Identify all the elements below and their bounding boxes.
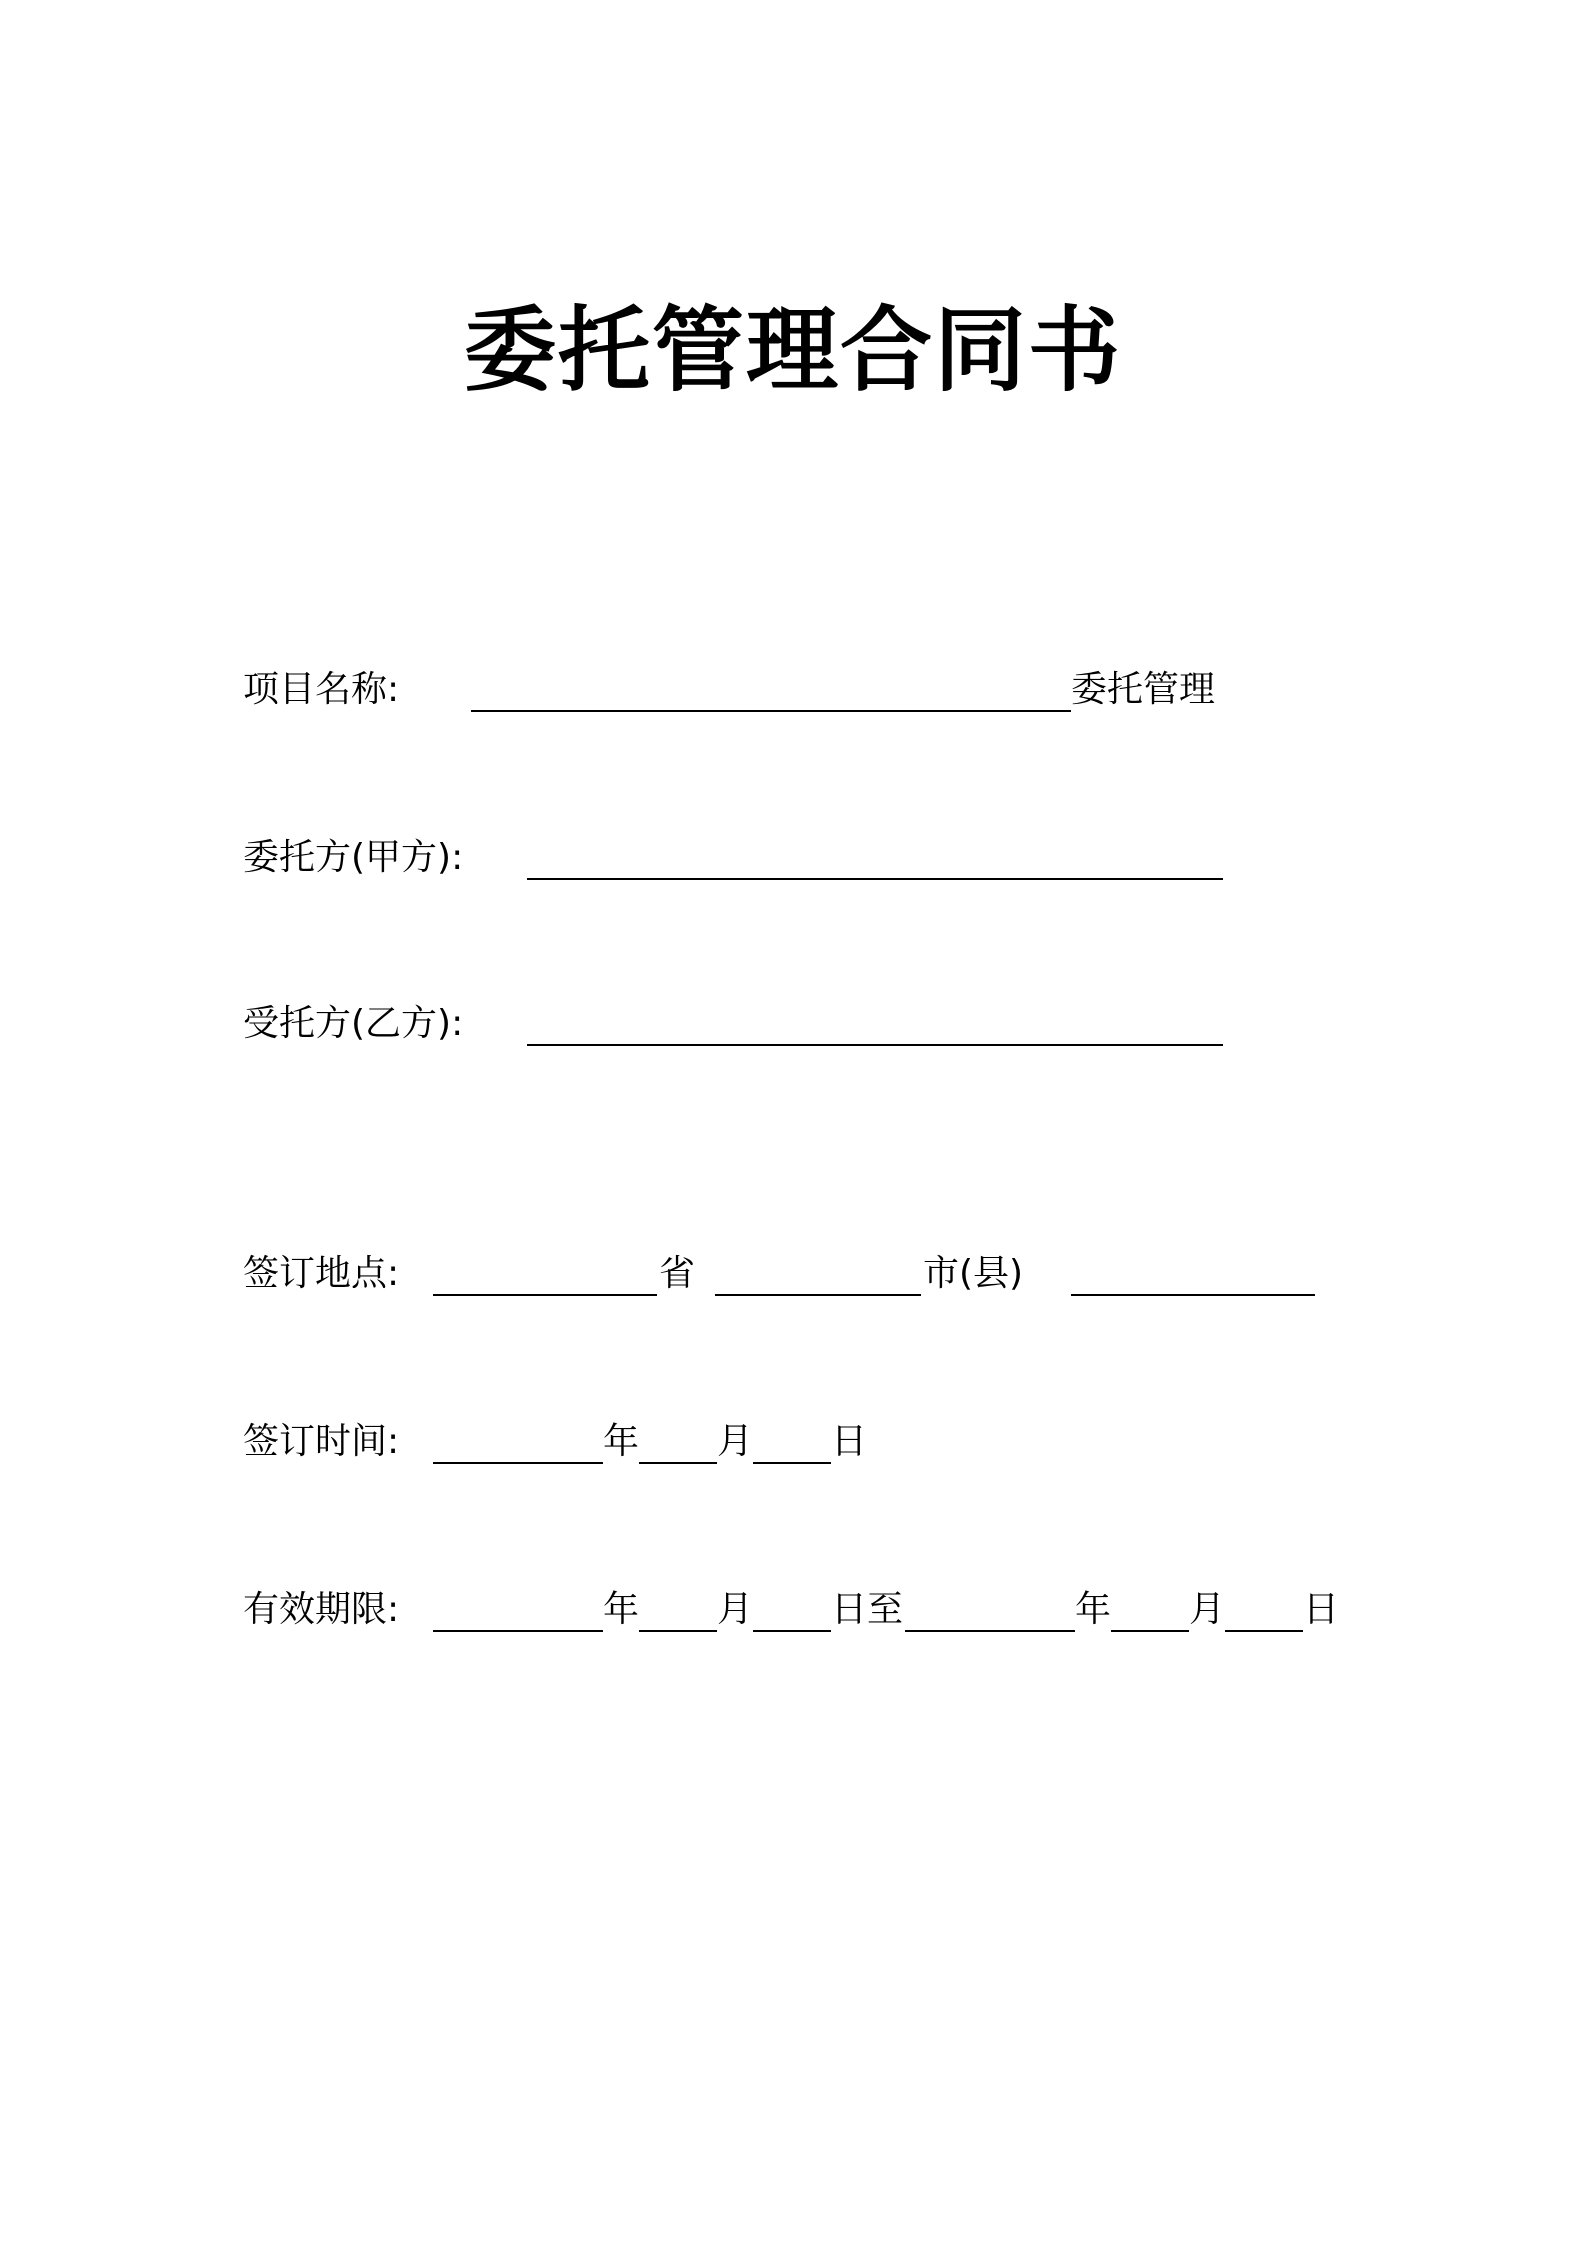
validity-day-to-unit: 日至 xyxy=(831,1589,904,1630)
project-name-suffix: 委托管理 xyxy=(1071,669,1216,710)
validity-end-month-unit: 月 xyxy=(1189,1589,1226,1630)
city-county-unit: 市(县) xyxy=(923,1253,1024,1294)
project-name-field[interactable] xyxy=(471,710,1071,712)
validity-end-year-field[interactable] xyxy=(905,1630,1075,1632)
signing-year-unit: 年 xyxy=(603,1421,640,1462)
project-name-row xyxy=(243,660,1343,720)
party-b-row xyxy=(243,994,1343,1054)
party-a-label: 委托方(甲方): xyxy=(243,837,464,878)
validity-end-day-field[interactable] xyxy=(1225,1630,1303,1632)
validity-start-year-field[interactable] xyxy=(433,1630,603,1632)
project-name-label: 项目名称: xyxy=(243,669,400,710)
province-unit: 省 xyxy=(659,1253,696,1294)
signing-month-field[interactable] xyxy=(639,1462,717,1464)
signing-time-row xyxy=(243,1412,1443,1472)
party-a-field[interactable] xyxy=(527,878,1223,880)
validity-start-month-unit: 月 xyxy=(717,1589,754,1630)
validity-end-month-field[interactable] xyxy=(1111,1630,1189,1632)
party-b-label: 受托方(乙方): xyxy=(243,1003,464,1044)
validity-period-label: 有效期限: xyxy=(243,1589,400,1630)
validity-end-year-unit: 年 xyxy=(1075,1589,1112,1630)
validity-end-day-unit: 日 xyxy=(1303,1589,1340,1630)
validity-start-year-unit: 年 xyxy=(603,1589,640,1630)
signing-day-field[interactable] xyxy=(753,1462,831,1464)
signing-month-unit: 月 xyxy=(717,1421,754,1462)
signing-year-field[interactable] xyxy=(433,1462,603,1464)
signing-place-label: 签订地点: xyxy=(243,1253,400,1294)
city-field[interactable] xyxy=(715,1294,921,1296)
party-a-row xyxy=(243,828,1343,888)
county-field[interactable] xyxy=(1071,1294,1315,1296)
document-title: 委托管理合同书 xyxy=(463,297,1122,404)
validity-period-row xyxy=(243,1580,1443,1640)
validity-start-day-field[interactable] xyxy=(753,1630,831,1632)
party-b-field[interactable] xyxy=(527,1044,1223,1046)
province-field[interactable] xyxy=(433,1294,657,1296)
signing-time-label: 签订时间: xyxy=(243,1421,400,1462)
signing-place-row xyxy=(243,1244,1443,1304)
signing-day-unit: 日 xyxy=(831,1421,868,1462)
validity-start-month-field[interactable] xyxy=(639,1630,717,1632)
